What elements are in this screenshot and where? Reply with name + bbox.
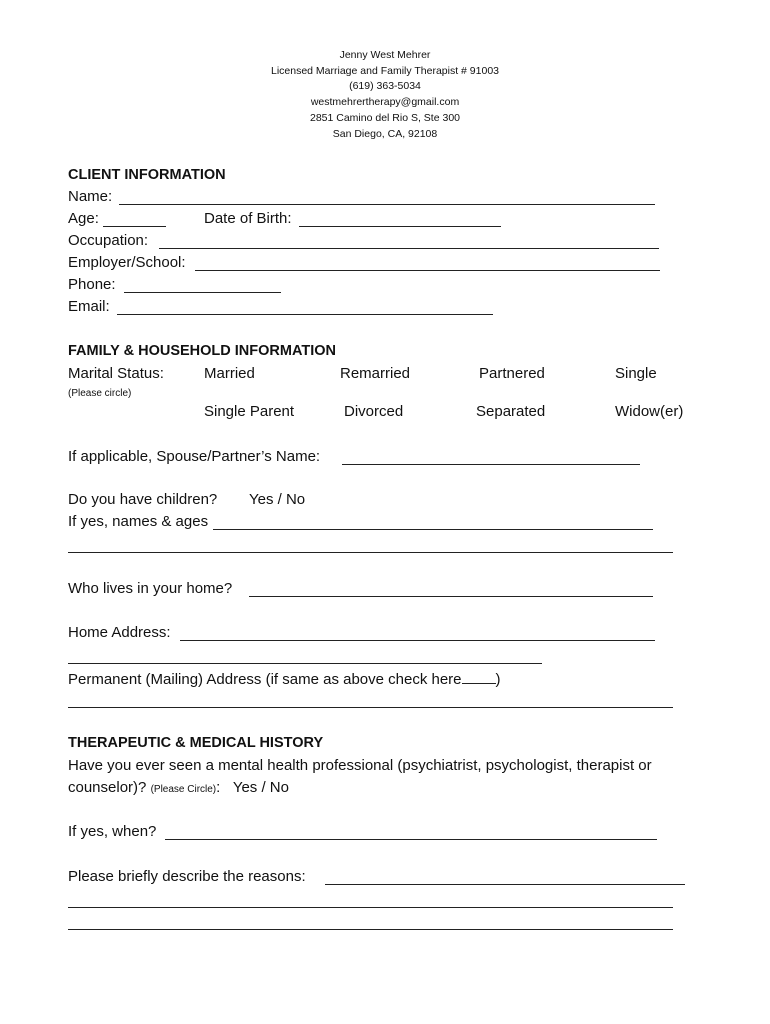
when-label: If yes, when? [68,823,157,840]
mailing-same-checkbox[interactable] [462,669,496,684]
reasons-field[interactable] [325,884,685,885]
mailing-address-text: Permanent (Mailing) Address (if same as above check here [68,671,462,688]
who-lives-label: Who lives in your home? [68,580,233,597]
phone-field[interactable] [124,292,281,293]
children-names-field[interactable] [213,529,653,530]
children-names-label: If yes, names & ages [68,513,209,530]
spouse-field[interactable] [342,464,640,465]
license-line: Licensed Marriage and Family Therapist # 91003 [270,64,500,77]
history-heading: THERAPEUTIC & MEDICAL HISTORY [68,735,324,751]
age-label: Age: [68,210,99,227]
name-field[interactable] [119,204,655,205]
age-field[interactable] [103,226,166,227]
occupation-field[interactable] [159,248,659,249]
family-heading: FAMILY & HOUSEHOLD INFORMATION [68,343,336,359]
history-question-line1: Have you ever seen a mental health professional (psychiatrist, psychologist, therapist or [68,757,652,774]
dob-field[interactable] [299,226,501,227]
occupation-label: Occupation: [68,232,149,249]
employer-label: Employer/School: [68,254,186,271]
email-field[interactable] [117,314,493,315]
mailing-close-paren: ) [495,671,501,688]
letterhead [0,48,770,142]
reasons-field-3[interactable] [68,929,673,930]
option-widower[interactable]: Widow(er) [615,403,684,420]
history-question-line2 [68,779,289,799]
home-address-label: Home Address: [68,624,171,641]
home-address-field[interactable] [180,640,655,641]
email-line: westmehrertherapy@gmail.com [310,96,460,109]
client-info-heading: CLIENT INFORMATION [68,167,226,183]
children-yes-no[interactable]: Yes / No [249,491,306,508]
history-colon: : [216,779,221,796]
option-married[interactable]: Married [204,365,255,382]
reasons-field-2[interactable] [68,907,673,908]
children-names-field-2[interactable] [68,552,673,553]
therapist-name: Jenny West Mehrer [339,49,431,61]
employer-field[interactable] [195,270,660,271]
reasons-label: Please briefly describe the reasons: [68,868,306,885]
dob-label: Date of Birth: [204,210,292,227]
marital-status-label: Marital Status: [68,365,164,382]
phone-label: Phone: [68,276,116,293]
city-line: San Diego, CA, 92108 [332,127,438,140]
please-circle-note: (Please circle) [68,388,132,399]
history-please-circle: (Please Circle) [150,784,217,795]
who-lives-field[interactable] [249,596,653,597]
when-field[interactable] [165,839,657,840]
phone-line: (619) 363-5034 [349,80,421,93]
spouse-label: If applicable, Spouse/Partner’s Name: [68,448,321,465]
name-label: Name: [68,188,113,205]
children-question: Do you have children? [68,491,218,508]
history-question-text: counselor)? [68,779,147,796]
option-separated[interactable]: Separated [476,403,546,420]
home-address-field-2[interactable] [68,663,542,664]
option-partnered[interactable]: Partnered [479,365,545,382]
history-yes-no[interactable]: Yes / No [232,779,289,796]
option-divorced[interactable]: Divorced [344,403,404,420]
email-label: Email: [68,298,110,315]
mailing-address-label [68,669,501,689]
mailing-address-field[interactable] [68,707,673,708]
option-single[interactable]: Single [615,365,657,382]
option-single-parent[interactable]: Single Parent [204,403,295,420]
option-remarried[interactable]: Remarried [340,365,411,382]
address-line: 2851 Camino del Rio S, Ste 300 [309,111,460,124]
